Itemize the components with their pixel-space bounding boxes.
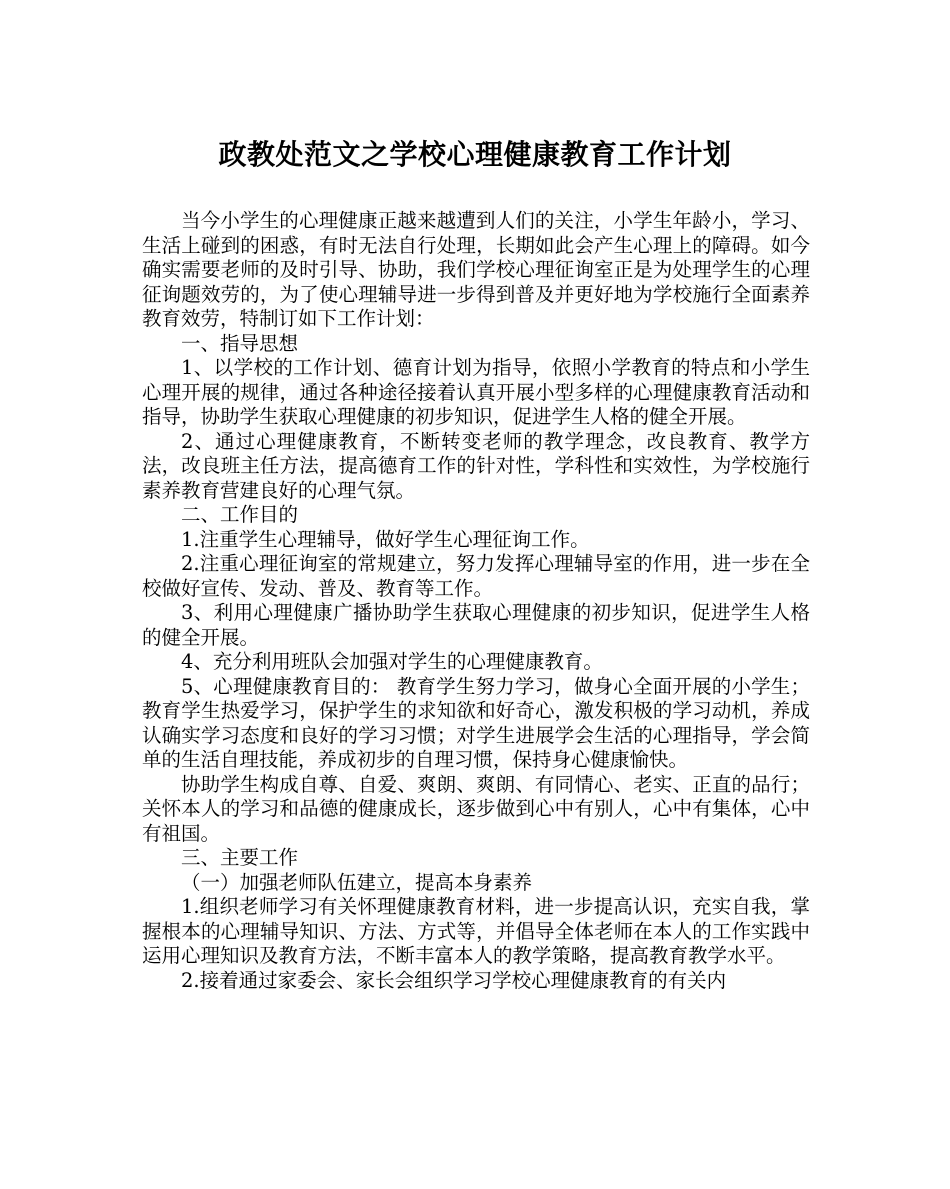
paragraph-goal-2: 2.注重心理征询室的常规建立，努力发挥心理辅导室的作用，进一步在全校做好宣传、发动、普及、教育等工作。 bbox=[142, 552, 810, 600]
document-title: 政教处范文之学校心理健康教育工作计划 bbox=[218, 138, 732, 171]
paragraph-goal-3: 3、利用心理健康广播协助学生获取心理健康的初步知识，促进学生人格的健全开展。 bbox=[142, 601, 810, 649]
paragraph-work-1: 1.组织老师学习有关怀理健康教育材料，进一步提高认识，充实自我，掌握根本的心理辅导知识、方法、方式等，并倡导全体老师在本人的工作实践中运用心理知识及教育方法，不断丰富本人的教学策略，提高教育教学水平。 bbox=[142, 895, 810, 967]
paragraph-guiding-2: 2、通过心理健康教育，不断转变老师的教学理念，改良教育、教学方法，改良班主任方法，提高德育工作的针对性，学科性和实效性，为学校施行素养教育营建良好的心理气氛。 bbox=[142, 429, 810, 502]
section-heading-work-goals: 二、工作目的 bbox=[181, 503, 299, 526]
paragraph-goal-5: 5、心理健康教育目的： 教育学生努力学习，做身心全面开展的小学生；教育学生热爱学习，保护学生的求知欲和好奇心，激发积极的学习动机，养成认确实学习态度和良好的学习习惯；对学生进展学会生活的心理指导，学会简单的生活自理技能，养成初步的自理习惯，保持身心健康愉快。 bbox=[142, 674, 810, 771]
section-heading-main-work: 三、主要工作 bbox=[181, 846, 299, 869]
paragraph-guiding-1: 1、以学校的工作计划、德育计划为指导，依照小学教育的特点和小学生心理开展的规律，通过各种途径接着认真开展小型多样的心理健康教育活动和指导，协助学生获取心理健康的初步知识，促进学生人格的健全开展。 bbox=[142, 356, 810, 428]
section-heading-guiding-thought: 一、指导思想 bbox=[181, 331, 299, 355]
document-body bbox=[142, 209, 810, 993]
paragraph-intro: 当今小学生的心理健康正越来越遭到人们的关注，小学生年龄小，学习、生活上碰到的困惑，有时无法自行处理，长期如此会产生心理上的障碍。如今确实需要老师的及时引导、协助，我们学校心理征询室正是为处理学生的心理征询题效劳的，为了使心理辅导进一步得到普及并更好地为学校施行全面素养教育效劳，特制订如下工作计划： bbox=[142, 209, 810, 330]
paragraph-goal-1: 1.注重学生心理辅导，做好学生心理征询工作。 bbox=[181, 527, 590, 551]
paragraph-work-2: 2.接着通过家委会、家长会组织学习学校心理健康教育的有关内 bbox=[181, 968, 727, 992]
paragraph-goal-4: 4、充分利用班队会加强对学生的心理健康教育。 bbox=[181, 650, 603, 673]
subsection-heading-teacher-team: （一）加强老师队伍建立，提高本身素养 bbox=[181, 870, 533, 894]
paragraph-goal-5-cont: 协助学生构成自尊、自爱、爽朗、爽朗、有同情心、老实、正直的品行；关怀本人的学习和品德的健康成长，逐步做到心中有别人，心中有集体，心中有祖国。 bbox=[142, 772, 810, 845]
